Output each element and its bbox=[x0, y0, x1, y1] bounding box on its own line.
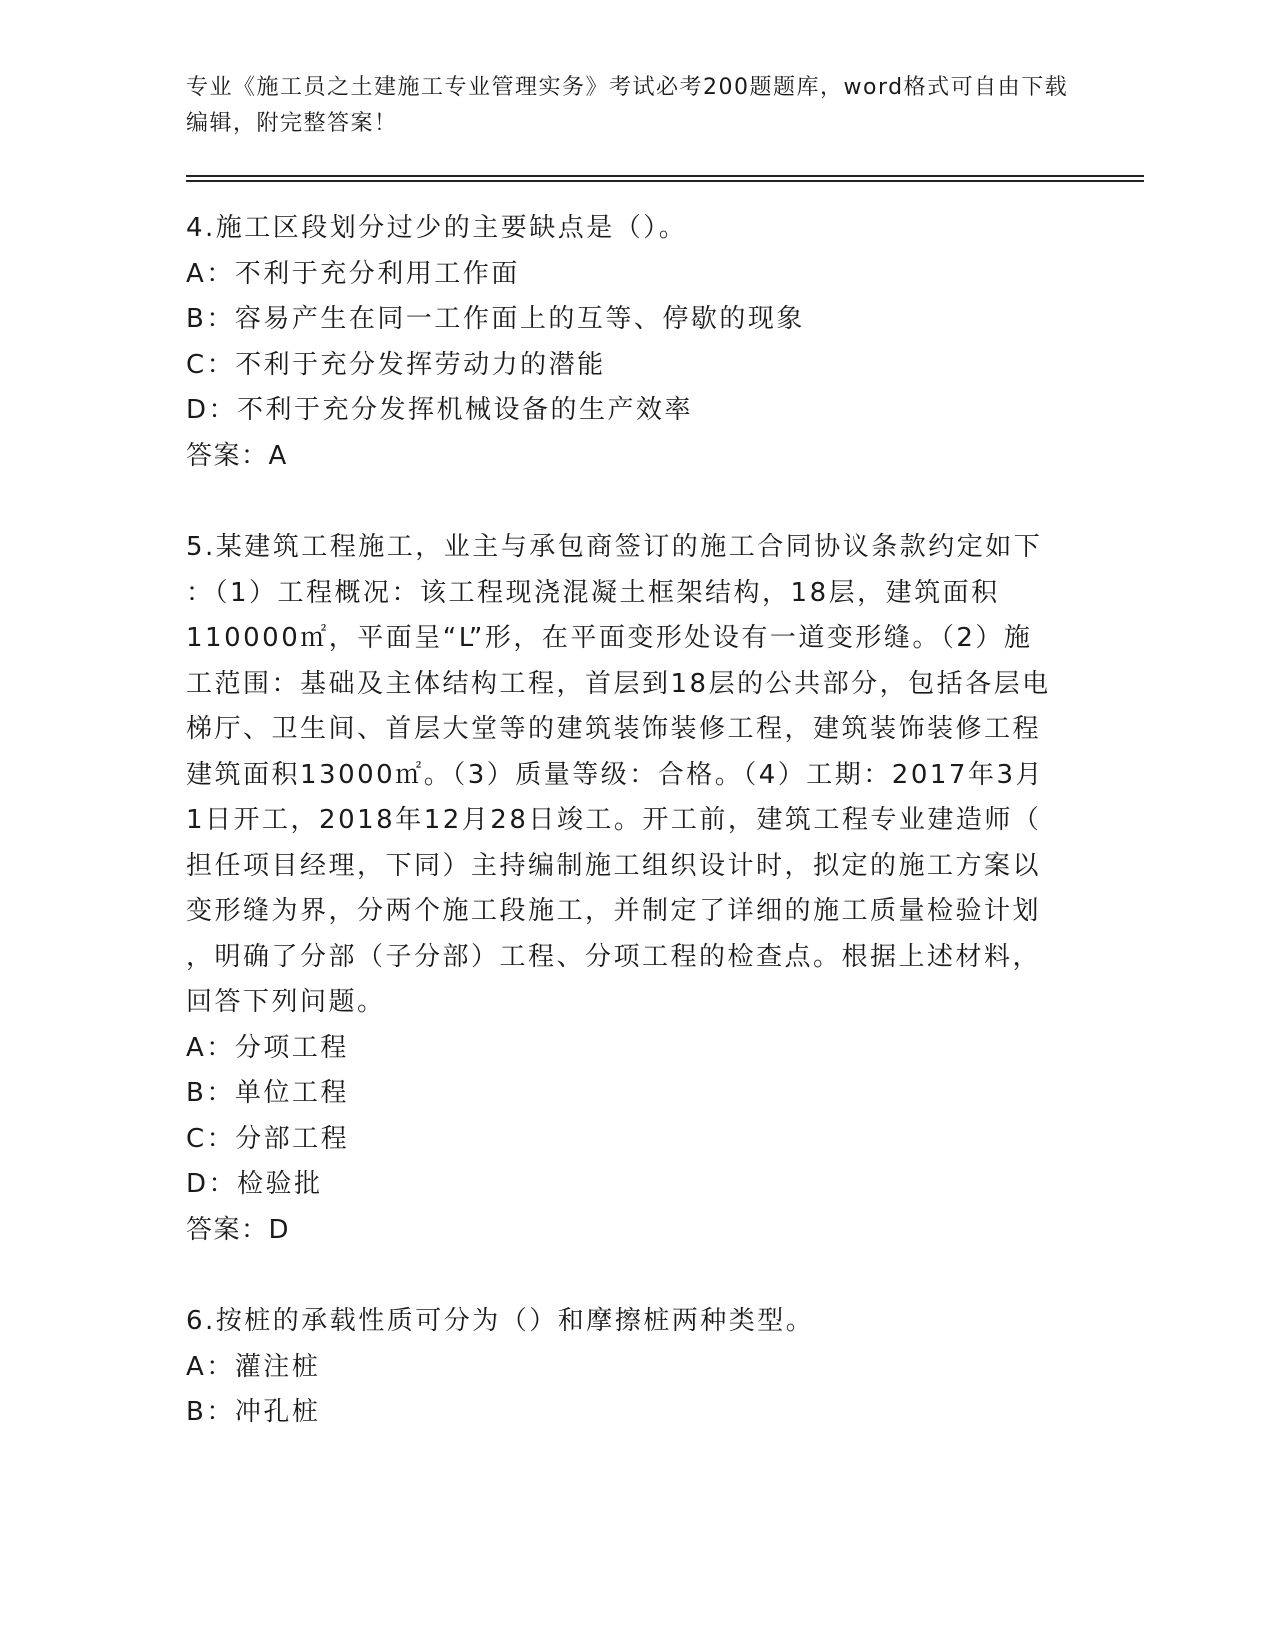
option-c: C：分部工程 bbox=[186, 1123, 350, 1154]
question-5 bbox=[186, 525, 1066, 1253]
option-a: A：不利于充分利用工作面 bbox=[186, 258, 520, 289]
answer: 答案：A bbox=[186, 440, 288, 471]
stem-line: 梯厅、卫生间、首层大堂等的建筑装饰装修工程，建筑装饰装修工程 bbox=[186, 714, 1042, 744]
option-d: D：不利于充分发挥机械设备的生产效率 bbox=[186, 395, 694, 425]
question-stem: 6.按桩的承载性质可分为（）和摩擦桩两种类型。 bbox=[186, 1306, 815, 1336]
stem-line: 回答下列问题。 bbox=[186, 987, 386, 1017]
stem-line: 1日开工，2018年12月28日竣工。开工前，建筑工程专业建造师（ bbox=[186, 805, 1042, 835]
document-body bbox=[186, 206, 1066, 1482]
header-divider bbox=[186, 175, 1144, 182]
question-stem: 4.施工区段划分过少的主要缺点是（）。 bbox=[186, 213, 688, 243]
option-b: B：单位工程 bbox=[186, 1078, 349, 1108]
question-4 bbox=[186, 206, 1066, 479]
answer: 答案：D bbox=[186, 1214, 291, 1245]
option-b: B：容易产生在同一工作面上的互等、停歇的现象 bbox=[186, 304, 805, 334]
stem-line: 110000㎡，平面呈“L”形，在平面变形处设有一道变形缝。（2）施 bbox=[186, 623, 1033, 653]
stem-line: 工范围：基础及主体结构工程，首层到18层的公共部分，包括各层电 bbox=[186, 668, 1051, 699]
option-a: A：灌注桩 bbox=[186, 1351, 321, 1382]
stem-line: ：（1）工程概况：该工程现浇混凝土框架结构，18层，建筑面积 bbox=[186, 577, 1000, 608]
stem-line: 变形缝为界，分两个施工段施工，并制定了详细的施工质量检验计划 bbox=[186, 896, 1042, 926]
question-stem bbox=[186, 525, 1066, 1026]
option-c: C：不利于充分发挥劳动力的潜能 bbox=[186, 349, 606, 380]
stem-line: 建筑面积13000㎡。（3）质量等级：合格。（4）工期：2017年3月 bbox=[186, 759, 1045, 790]
option-d: D：检验批 bbox=[186, 1169, 323, 1199]
option-a: A：分项工程 bbox=[186, 1032, 349, 1063]
option-b: B：冲孔桩 bbox=[186, 1397, 321, 1427]
stem-line: 5.某建筑工程施工，业主与承包商签订的施工合同协议条款约定如下 bbox=[186, 532, 1043, 562]
stem-line: ，明确了分部（子分部）工程、分项工程的检查点。根据上述材料， bbox=[186, 941, 1042, 972]
document-header: 专业《施工员之土建施工专业管理实务》考试必考200题题库，word格式可自由下载编辑，附完整答案！ bbox=[186, 75, 1069, 136]
stem-line: 担任项目经理，下同）主持编制施工组织设计时，拟定的施工方案以 bbox=[186, 850, 1042, 881]
question-6 bbox=[186, 1299, 1066, 1436]
